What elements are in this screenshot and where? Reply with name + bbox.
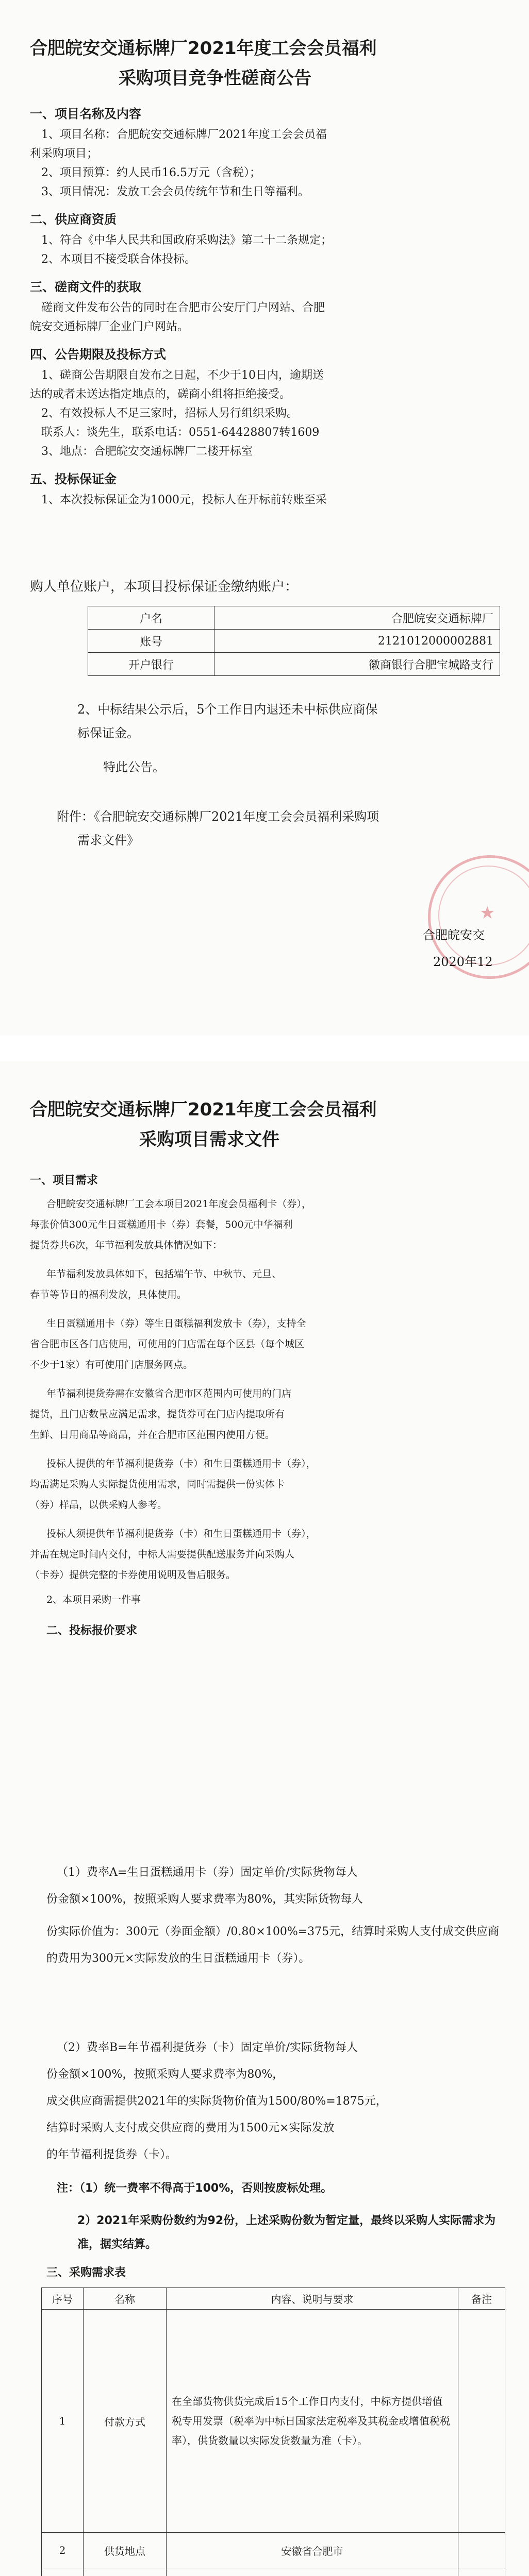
text-line: 提货，且门店数量应满足需求，提货券可在门店内提取所有 — [30, 1409, 285, 1420]
text-line: 份金额×100%，按照采购人要求费率为80%，其实际货物每人 — [46, 1893, 363, 1906]
table-header-row — [42, 2288, 505, 2310]
announcement-title-line2: 采购项目竞争性磋商公告 — [119, 68, 311, 89]
bank-intro: 购人单位账户，本项目投标保证金缴纳账户： — [30, 579, 299, 595]
table-row — [88, 630, 500, 653]
section-heading: 二、投标报价要求 — [46, 1624, 138, 1637]
text-line: （卡券）提供完整的卡券使用说明及售后服务。 — [30, 1569, 236, 1581]
table-cell: 安徽省合肥市 — [167, 2533, 458, 2568]
signature: 合肥皖安交 — [423, 928, 485, 942]
text-line: （1）费率A=生日蛋糕通用卡（券）固定单价/实际货物每人 — [57, 1866, 358, 1879]
table-cell: 付款方式 — [84, 2310, 167, 2533]
text-line: 磋商文件发布公告的同时在合肥市公安厅门户网站、合肥 — [41, 301, 325, 314]
text-line: 皖安交通标牌厂企业门户网站。 — [30, 320, 189, 333]
text-line: 份实际价值为：300元（券面金额）/0.80×100%=375元，结算时采购人支付成交供应商的费用为300元×实际发放的生日蛋糕通用卡（券）。 — [46, 1925, 500, 1965]
text-line: 成交供应商需提供2021年的实际货物价值为1500/80%=1875元， — [46, 2095, 387, 2108]
text-line: 2、本项目不接受联合体投标。 — [41, 253, 196, 266]
text-line: 均需满足采购人实际提货使用需求，同时需提供一份实体卡 — [30, 1479, 285, 1490]
requirements-table — [41, 2287, 505, 2576]
table-cell: 徽商银行合肥宝城路支行 — [214, 653, 500, 676]
text-line: 生日蛋糕通用卡（券）等生日蛋糕福利发放卡（券），支持全 — [46, 1318, 306, 1329]
table-cell — [42, 2568, 84, 2576]
section-heading: 一、项目名称及内容 — [30, 107, 141, 121]
text-line: 并需在规定时间内交付，中标人需要提供配送服务并向采购人 — [30, 1549, 295, 1560]
text-line: 2、本项目采购一件事 — [46, 1594, 141, 1605]
section-heading: 一、项目需求 — [30, 1174, 98, 1187]
page-gap — [0, 1036, 529, 1061]
attachment-line: 附件：《合肥皖安交通标牌厂2021年度工会会员福利采购项 — [57, 809, 379, 824]
attachment-line: 需求文件》 — [77, 833, 139, 848]
text-line: 年节福利提货券需在安徽省合肥市区范围内可使用的门店 — [46, 1388, 292, 1399]
text-line: 每张价值300元生日蛋糕通用卡（券）套餐，500元中华福利 — [30, 1219, 293, 1230]
table-cell — [458, 2568, 505, 2576]
text-line: 的年节福利提货券（卡）。 — [46, 2148, 177, 2161]
text-line: 2、项目预算：约人民币16.5万元（含税）； — [41, 166, 261, 179]
text-line: 份金额×100%，按照采购人要求费率为80%， — [46, 2068, 284, 2081]
table-cell — [458, 2533, 505, 2568]
table-cell: 在全部货物供货完成后15个工作日内支付，中标方提供增值税专用发票（税率为中标日国家法定税率及其税金或增值税税率），供货数量以实际发货数量为准（卡）。 — [167, 2310, 458, 2533]
date: 2020年12 — [433, 955, 493, 969]
text-line: 1、本次投标保证金为1000元，投标人在开标前转账至采 — [41, 494, 327, 506]
requirements-title-line1: 合肥皖安交通标牌厂2021年度工会会员福利 — [30, 1099, 377, 1120]
text-line: 结算时采购人支付成交供应商的费用为1500元×实际发放 — [46, 2122, 335, 2134]
text-line: 2、中标结果公示后，5个工作日内退还未中标供应商保 — [77, 702, 378, 717]
text-line: 标保证金。 — [77, 726, 139, 740]
text-line: 1、符合《中华人民共和国政府采购法》第二十二条规定； — [41, 234, 332, 247]
section-heading: 二、供应商资质 — [30, 212, 117, 227]
text-line: 省合肥市区各门店使用，可使用的门店需在每个区县（每个城区 — [30, 1338, 305, 1350]
bank-account-table — [88, 606, 500, 676]
announcement-page — [0, 0, 529, 1036]
text-line: 3、项目情况：发放工会会员传统年节和生日等福利。 — [41, 185, 309, 198]
table-cell — [84, 2568, 167, 2576]
table-cell — [458, 2310, 505, 2533]
table-cell: 1 — [42, 2310, 84, 2533]
text-line: （2）费率B=年节福利提货券（卡）固定单价/实际货物每人 — [57, 2041, 358, 2054]
table-cell: 合肥皖安交通标牌厂 — [214, 606, 500, 630]
text-line: 投标人提供的年节福利提货券（卡）和生日蛋糕通用卡（券）， — [46, 1458, 316, 1469]
text-line: 1、项目名称：合肥皖安交通标牌厂2021年度工会会员福 — [41, 128, 327, 141]
special-notice: 特此公告。 — [103, 760, 165, 774]
section-heading: 三、磋商文件的获取 — [30, 280, 141, 294]
requirements-page — [0, 1061, 529, 2576]
table-cell: 2121012000002881 — [214, 630, 500, 653]
text-line: 投标人须提供年节福利提货券（卡）和生日蛋糕通用卡（券）， — [46, 1528, 316, 1539]
table-header: 备注 — [458, 2288, 505, 2310]
section-heading: 四、公告期限及投标方式 — [30, 347, 166, 362]
text-line: 生鲜、日用商品等商品，并在合肥市区范围内使用方便。 — [30, 1429, 275, 1440]
table-cell: 2 — [42, 2533, 84, 2568]
table-header: 内容、说明与要求 — [167, 2288, 458, 2310]
text-line: 年节福利发放具体如下，包括端午节、中秋节、元旦、 — [46, 1268, 282, 1280]
table-cell: 供货地点 — [84, 2533, 167, 2568]
text-line: 3、地点：合肥皖安交通标牌厂二楼开标室 — [41, 445, 253, 458]
table-header: 序号 — [42, 2288, 84, 2310]
table-cell: 户名 — [88, 606, 214, 630]
table-row — [88, 653, 500, 676]
table-cell — [167, 2568, 458, 2576]
announcement-title-line1: 合肥皖安交通标牌厂2021年度工会会员福利 — [30, 38, 377, 59]
text-line: 利采购项目； — [30, 147, 98, 160]
table-row — [42, 2310, 505, 2533]
table-row — [88, 606, 500, 630]
seal-star-icon: ★ — [480, 903, 495, 923]
table-header: 名称 — [84, 2288, 167, 2310]
section-heading: 五、投标保证金 — [30, 472, 117, 486]
note-line: 2）2021年采购份数约为92份，上述采购份数为暂定量，最终以采购人实际需求为准，据实结算。 — [77, 2214, 496, 2251]
text-line: 合肥皖安交通标牌厂工会本项目2021年度会员福利卡（券）， — [46, 1198, 311, 1210]
table-row — [42, 2568, 505, 2576]
requirements-title-line2: 采购项目需求文件 — [139, 1129, 279, 1150]
text-line: 1、磋商公告期限自发布之日起，不少于10日内，逾期送 — [41, 369, 324, 382]
text-line: 春节等节日的福利发放，具体使用。 — [30, 1289, 187, 1300]
table-cell: 账号 — [88, 630, 214, 653]
text-line: 联系人：谈先生，联系电话：0551-64428807转1609 — [41, 426, 320, 439]
note-line: 注：（1）统一费率不得高于100%，否则按废标处理。 — [57, 2182, 333, 2195]
text-line: 达的或者未送达指定地点的，磋商小组将拒绝接受。 — [30, 388, 291, 401]
section-heading: 三、采购需求表 — [46, 2266, 126, 2279]
text-line: 2、有效投标人不足三家时，招标人另行组织采购。 — [41, 407, 298, 420]
table-cell: 开户银行 — [88, 653, 214, 676]
text-line: （券）样品，以供采购人参考。 — [30, 1499, 168, 1511]
table-row — [42, 2533, 505, 2568]
text-line: 不少于1家）有可使用门店服务网点。 — [30, 1359, 193, 1370]
text-line: 提货券共6次，年节福利发放具体情况如下： — [30, 1240, 223, 1251]
